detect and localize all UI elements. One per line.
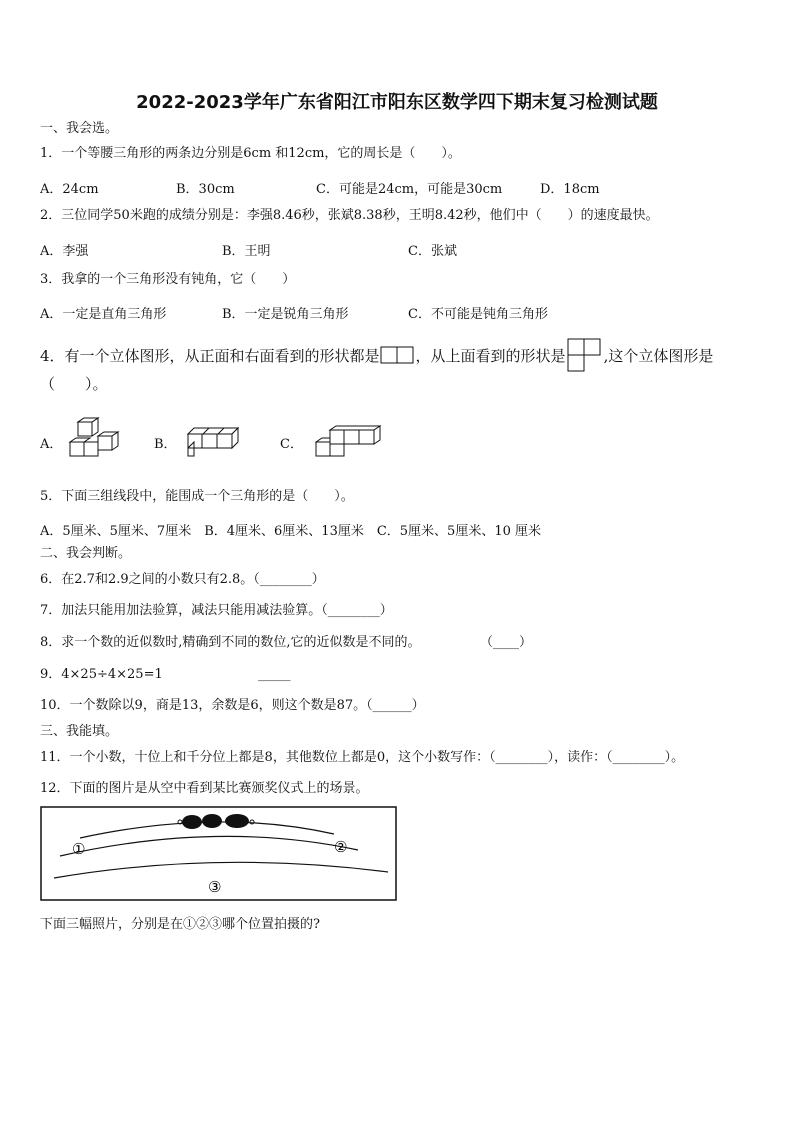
q1-option-b: B．30cm <box>176 182 235 197</box>
q4-option-b-label: B． <box>154 437 177 452</box>
position-1-label: ① <box>72 840 86 858</box>
question-9: 9．4×25÷4×25=1 <box>40 667 163 682</box>
q4-answer-blank: （ ）。 <box>40 375 108 393</box>
page-title: 2022-2023学年广东省阳江市阳东区数学四下期末复习检测试题 <box>136 92 658 113</box>
q3-option-b: B．一定是锐角三角形 <box>222 307 349 322</box>
q4-option-a-label: A． <box>40 437 63 452</box>
q2-option-b: B．王明 <box>222 244 271 259</box>
question-5: 5．下面三组线段中，能围成一个三角形的是（ ）。 <box>40 489 354 504</box>
position-3-label: ③ <box>208 878 222 896</box>
q5-options: A．5厘米、5厘米、7厘米 B．4厘米、6厘米、13厘米 C．5厘米、5厘米、10 厘米 <box>40 524 542 539</box>
question-8: 8．求一个数的近似数时,精确到不同的数位,它的近似数是不同的。 <box>40 635 421 650</box>
question-7: 7．加法只能用加法验算，减法只能用减法验算。（________） <box>40 603 393 618</box>
question-2: 2．三位同学50米跑的成绩分别是：李强8.46秒，张斌8.38秒，王明8.42秒，他们中（ ）的速度最快。 <box>40 208 659 223</box>
q2-option-a: A．李强 <box>40 244 89 259</box>
question-12-follow: 下面三幅照片，分别是在①②③哪个位置拍摄的? <box>40 917 320 932</box>
front-view-icon <box>380 346 416 368</box>
section-3-heading: 三、我能填。 <box>40 724 119 739</box>
q8-answer-blank: （____） <box>480 635 533 650</box>
q9-answer-blank: _____ <box>258 667 291 682</box>
q4-text-1: 4．有一个立体图形，从正面和右面看到的形状都是 <box>40 347 380 365</box>
q3-option-c: C．不可能是钝角三角形 <box>408 307 548 322</box>
q2-option-c: C．张斌 <box>408 244 457 259</box>
q3-option-a: A．一定是直角三角形 <box>40 307 167 322</box>
question-4 <box>40 338 713 376</box>
q4-option-b-cubes-icon <box>186 424 242 462</box>
q1-option-d: D．18cm <box>540 182 600 197</box>
question-6: 6．在2.7和2.9之间的小数只有2.8。（________） <box>40 572 325 587</box>
q4-option-c-label: C． <box>280 437 303 452</box>
q4-option-c-cubes-icon <box>312 424 384 462</box>
section-2-heading: 二、我会判断。 <box>40 546 132 561</box>
q4-option-a-cubes-icon <box>64 414 122 466</box>
position-2-label: ② <box>334 838 348 856</box>
q4-text-3: ,这个立体图形是 <box>603 347 714 365</box>
question-1: 1．一个等腰三角形的两条边分别是6cm 和12cm，它的周长是（ ）。 <box>40 146 461 161</box>
top-view-icon <box>566 338 604 376</box>
q4-text-2: ，从上面看到的形状是 <box>415 347 566 365</box>
question-3: 3．我拿的一个三角形没有钝角，它（ ） <box>40 272 296 287</box>
award-ceremony-diagram <box>40 806 398 906</box>
question-10: 10．一个数除以9，商是13，余数是6，则这个数是87。（______） <box>40 698 425 713</box>
question-12: 12．下面的图片是从空中看到某比赛颁奖仪式上的场景。 <box>40 781 369 796</box>
section-1-heading: 一、我会选。 <box>40 121 119 136</box>
q1-option-c: C．可能是24cm，可能是30cm <box>316 182 503 197</box>
q1-option-a: A．24cm <box>40 182 99 197</box>
question-11: 11．一个小数，十位上和千分位上都是8，其他数位上都是0，这个小数写作：（________），读作：（________）。 <box>40 750 685 765</box>
